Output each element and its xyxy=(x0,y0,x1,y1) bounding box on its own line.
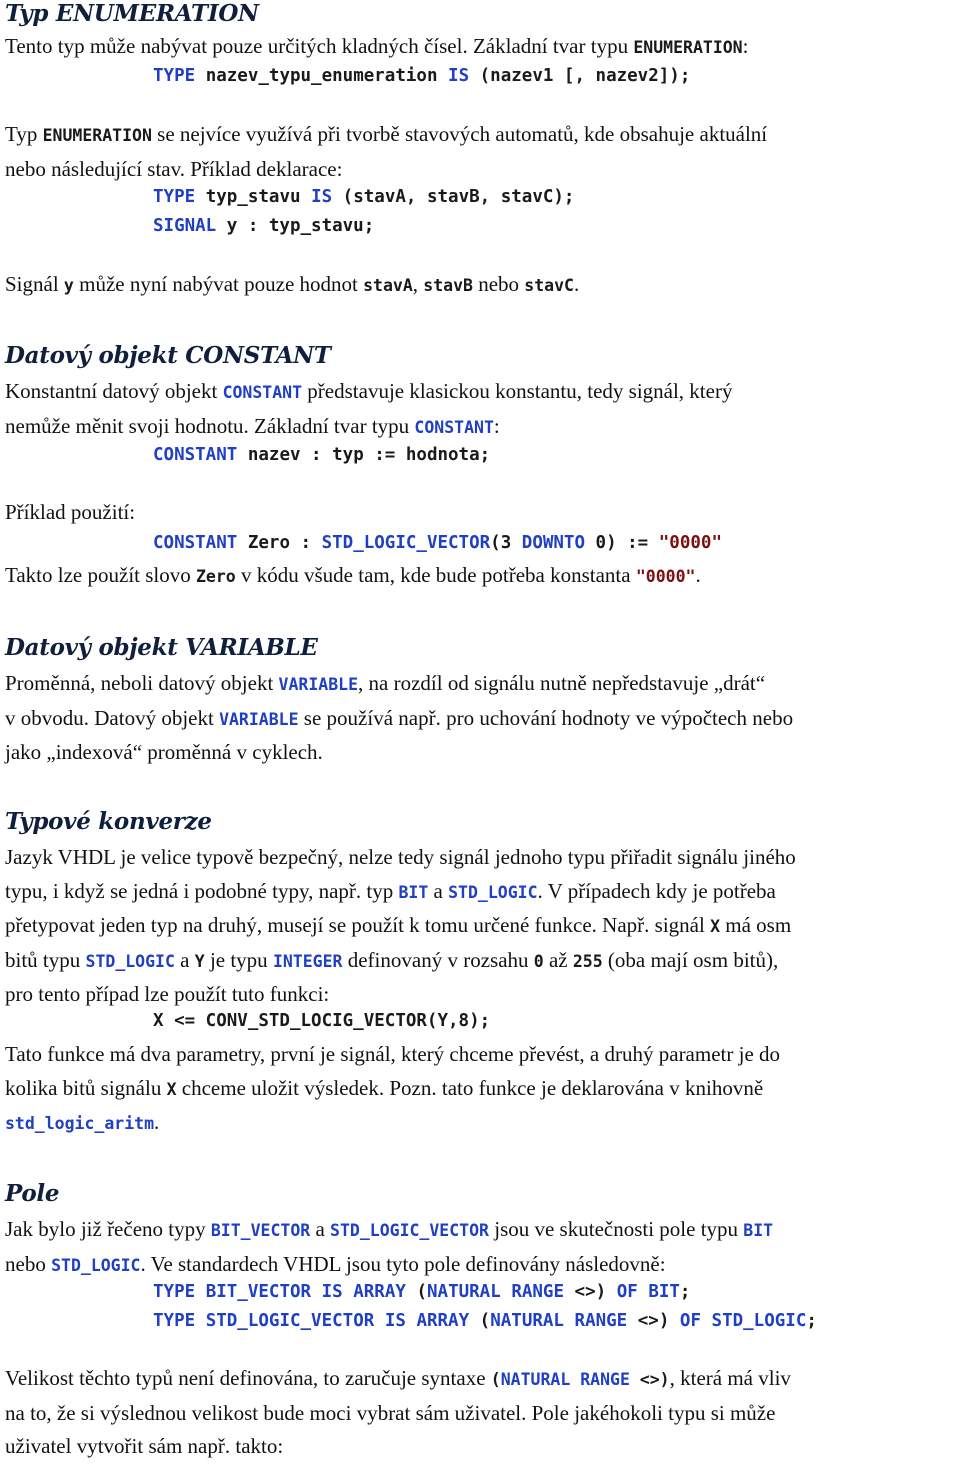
arrays-description: Jak bylo již řečeno typy BIT_VECTOR a STD_LOGIC_VECTOR jsou ve skutečnosti pole typu BIT nebo STD_LOGIC. Ve standardech VHDL jsou tyto pole definovány následovně: xyxy=(5,1217,774,1276)
enumeration-intro: Tento typ může nabývat pouze určitých kladných čísel. Základní tvar typu ENUMERATION: xyxy=(5,34,749,58)
arrays-code-std-logic-vector: TYPE STD_LOGIC_VECTOR IS ARRAY (NATURAL RANGE <>) OF STD_LOGIC; xyxy=(153,1311,817,1331)
heading-constant: Datový objekt CONSTANT xyxy=(5,342,331,369)
enumeration-syntax: TYPE nazev_typu_enumeration IS (nazev1 [, nazev2]); xyxy=(153,66,691,86)
enumeration-description: Typ ENUMERATION se nejvíce využívá při tvorbě stavových automatů, kde obsahuje aktuální nebo následující stav. Příklad deklarace: xyxy=(5,122,768,181)
conversions-explanation: Tato funkce má dva parametry, první je signál, který chceme převést, a druhý parametr je do kolika bitů signálu X chceme uložit výsledek. Pozn. tato funkce je deklarována v knihovně std_logic_aritm. xyxy=(5,1042,781,1134)
heading-arrays: Pole xyxy=(5,1180,60,1207)
arrays-code-bit-vector: TYPE BIT_VECTOR IS ARRAY (NATURAL RANGE <>) OF BIT; xyxy=(153,1282,691,1302)
conversions-code: X <= CONV_STD_LOCIG_VECTOR(Y,8); xyxy=(153,1011,491,1031)
heading-variable: Datový objekt VARIABLE xyxy=(5,634,318,661)
constant-example: CONSTANT Zero : STD_LOGIC_VECTOR(3 DOWNTO 0) := "0000" xyxy=(153,533,722,553)
heading-enumeration: Typ ENUMERATION xyxy=(5,0,259,27)
enumeration-example-signal: SIGNAL y : typ_stavu; xyxy=(153,216,375,236)
enumeration-example-type: TYPE typ_stavu IS (stavA, stavB, stavC); xyxy=(153,187,575,207)
constant-syntax: CONSTANT nazev : typ := hodnota; xyxy=(153,445,491,465)
heading-conversions: Typové konverze xyxy=(5,808,212,835)
enumeration-signal-note: Signál y může nyní nabývat pouze hodnot stavA, stavB nebo stavC. xyxy=(5,272,580,296)
arrays-explanation: Velikost těchto typů není definována, to zaručuje syntaxe (NATURAL RANGE <>), která má vliv na to, že si výslednou velikost bude moci vybrat sám uživatel. Pole jakéhokoli typu si může uživatel vytvořit sám např. takto: xyxy=(5,1366,791,1458)
constant-description: Konstantní datový objekt CONSTANT představuje klasickou konstantu, tedy signál, který nemůže měnit svoji hodnotu. Základní tvar typu CONSTANT: xyxy=(5,379,733,438)
constant-example-label: Příklad použití: xyxy=(5,500,136,524)
conversions-description: Jazyk VHDL je velice typově bezpečný, nelze tedy signál jednoho typu přiřadit signálu jiného typu, i když se jedná i podobné typy, např. typ BIT a STD_LOGIC. V případech kdy je potřeba přetypovat jeden typ na druhý, musejí se použít k tomu určené funkce. Např. signál X má osm bitů typu STD_LOGIC a Y je typu INTEGER definovaný v rozsahu 0 až 255 (oba mají osm bitů), pro tento případ lze použít tuto funkci: xyxy=(5,845,796,1006)
variable-description: Proměnná, neboli datový objekt VARIABLE, na rozdíl od signálu nutně nepředstavuje „drát“ v obvodu. Datový objekt VARIABLE se používá např. pro uchování hodnoty ve výpočtech nebo jako „indexová“ proměnná v cyklech. xyxy=(5,671,794,764)
constant-usage: Takto lze použít slovo Zero v kódu všude tam, kde bude potřeba konstanta "0000". xyxy=(5,563,701,587)
